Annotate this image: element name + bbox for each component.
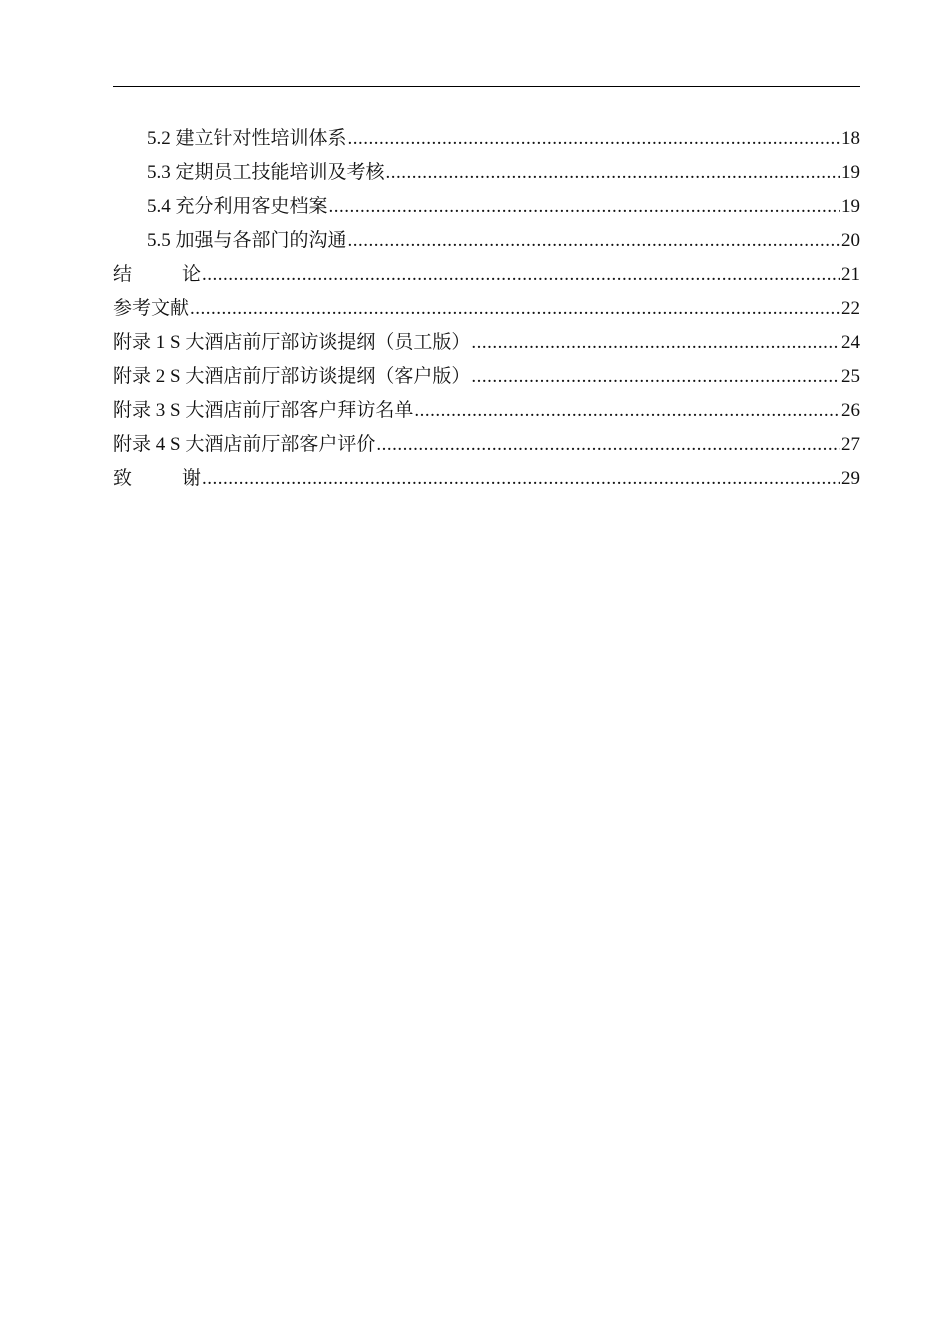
toc-entry-title: 5.5 加强与各部门的沟通 [147,230,347,251]
toc-entry-conclusion[interactable] [113,258,860,292]
toc-entry-appendix-3[interactable] [113,394,860,428]
toc-page-number: 20 [841,230,860,251]
toc-dot-leader [190,292,840,326]
toc-dot-leader [471,326,840,360]
toc-entry-title [113,462,201,496]
toc-dot-leader [348,224,840,258]
toc-dot-leader [348,122,840,156]
toc-entry-title: 附录 4 S 大酒店前厅部客户评价 [113,434,376,455]
toc-dot-leader [471,360,840,394]
header-rule [113,86,860,87]
toc-entry-title: 附录 3 S 大酒店前厅部客户拜访名单 [113,400,414,421]
toc-entry-references[interactable] [113,292,860,326]
toc-entry-title: 5.4 充分利用客史档案 [147,196,328,217]
toc-entry-acknowledgements[interactable] [113,462,860,496]
toc-page-number: 19 [841,162,860,183]
toc-title-char: 谢 [181,468,201,489]
toc-page-number: 27 [841,434,860,455]
toc-entry-5-4[interactable] [113,190,860,224]
toc-dot-leader [386,156,840,190]
toc-entry-appendix-2[interactable] [113,360,860,394]
toc-entry-5-5[interactable] [113,224,860,258]
toc-entry-appendix-4[interactable] [113,428,860,462]
toc-title-char: 致 [113,468,133,489]
toc-dot-leader [414,394,840,428]
toc-entry-appendix-1[interactable] [113,326,860,360]
toc-entry-title: 附录 1 S 大酒店前厅部访谈提纲（员工版） [113,332,471,353]
toc-page-number: 18 [841,128,860,149]
toc-page-number: 26 [841,400,860,421]
toc-dot-leader [376,428,840,462]
toc-entry-title: 附录 2 S 大酒店前厅部访谈提纲（客户版） [113,366,471,387]
toc-page-number: 22 [841,298,860,319]
toc-entry-title: 5.2 建立针对性培训体系 [147,128,347,149]
toc-entry-5-2[interactable] [113,122,860,156]
toc-title-char: 结 [113,264,133,285]
toc-page-number: 29 [841,468,860,489]
toc-entry-title: 参考文献 [113,298,190,319]
toc-dot-leader [202,462,840,496]
toc-dot-leader [202,258,840,292]
toc-page-number: 25 [841,366,860,387]
toc-page-number: 24 [841,332,860,353]
toc-entry-5-3[interactable] [113,156,860,190]
toc-dot-leader [329,190,840,224]
toc-page-number: 19 [841,196,860,217]
toc-entry-title: 5.3 定期员工技能培训及考核 [147,162,385,183]
toc-page-number: 21 [841,264,860,285]
toc-entry-title [113,258,201,292]
toc-title-char: 论 [181,264,201,285]
table-of-contents [113,122,860,496]
